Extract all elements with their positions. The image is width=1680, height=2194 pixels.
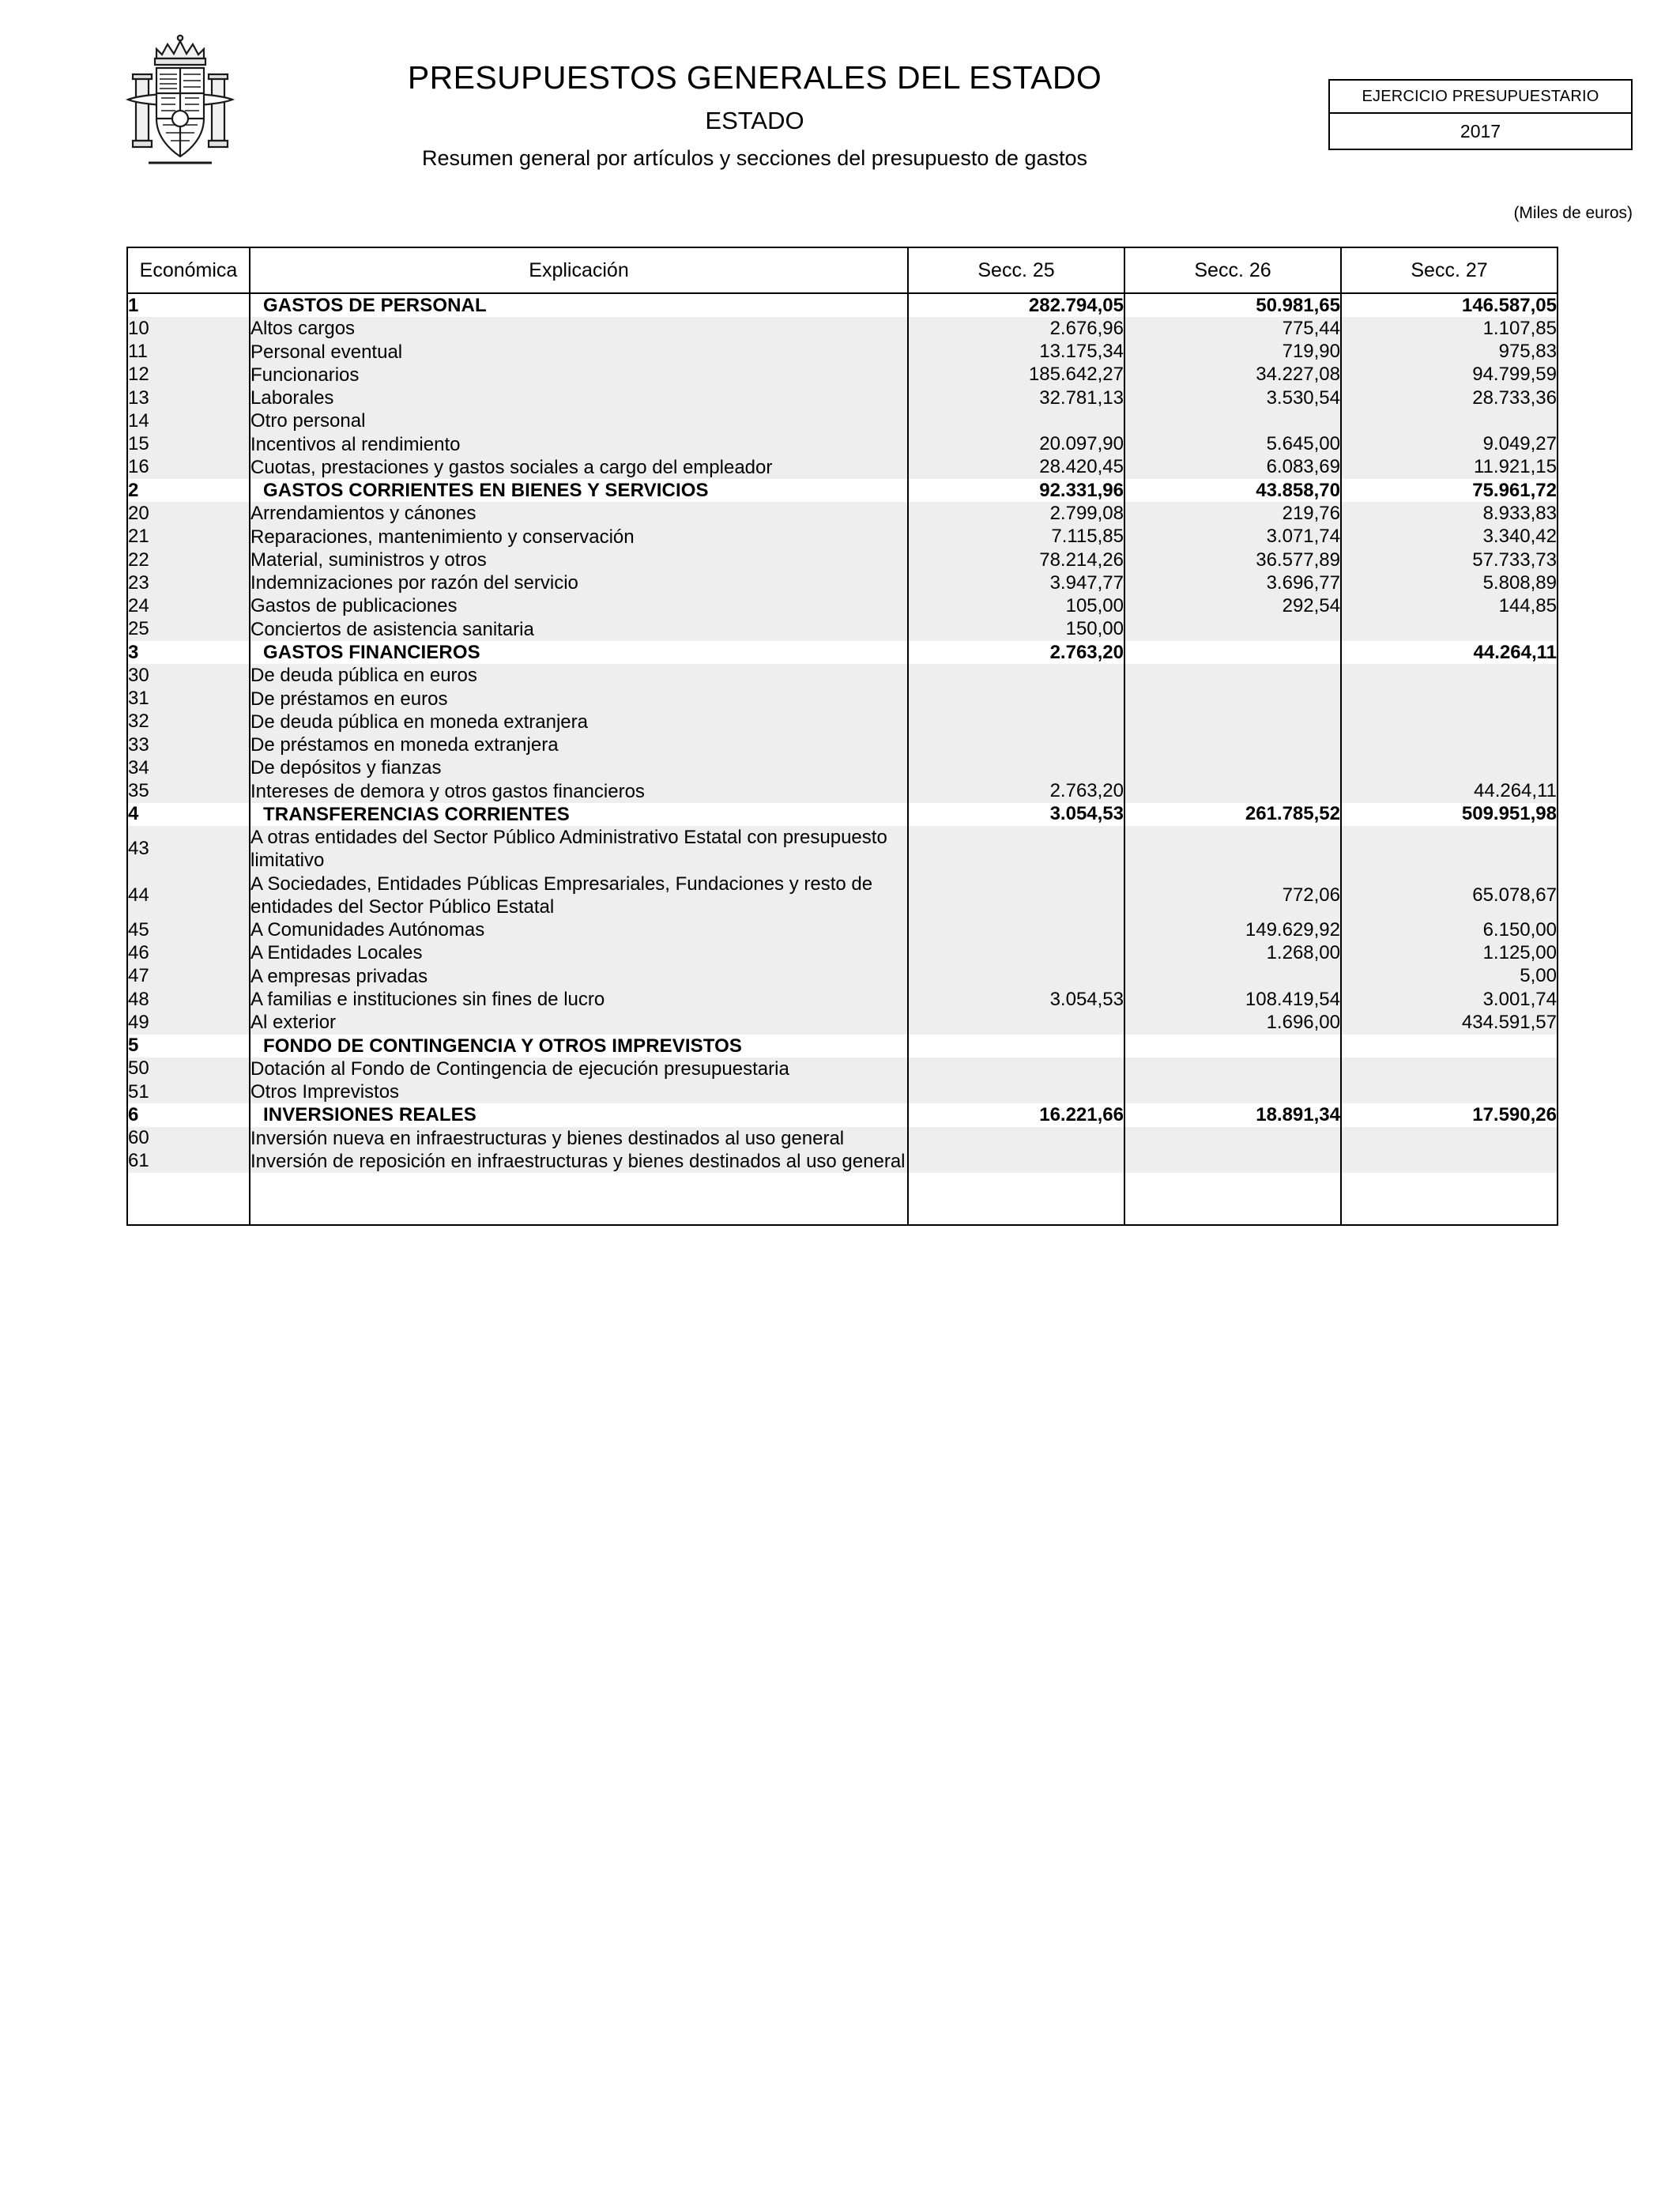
cell-explicacion: Funcionarios — [250, 364, 908, 386]
cell-secc26: 219,76 — [1124, 502, 1341, 525]
cell-explicacion: Dotación al Fondo de Contingencia de ejecución presupuestaria — [250, 1057, 908, 1080]
cell-explicacion: Laborales — [250, 386, 908, 409]
table-row-group — [127, 293, 1558, 317]
cell-secc25: 78.214,26 — [908, 548, 1124, 571]
cell-explicacion: Al exterior — [250, 1011, 908, 1034]
cell-secc25: 2.676,96 — [908, 317, 1124, 340]
cell-secc27: 28.733,36 — [1341, 386, 1558, 409]
cell-secc26: 36.577,89 — [1124, 548, 1341, 571]
column-header-explicacion: Explicación — [250, 247, 908, 293]
cell-secc25: 3.947,77 — [908, 571, 1124, 594]
cell-secc27: 11.921,15 — [1341, 456, 1558, 479]
cell-secc27 — [1341, 1173, 1558, 1225]
cell-secc26 — [1124, 756, 1341, 779]
cell-secc25 — [908, 965, 1124, 988]
table-row — [127, 502, 1558, 525]
cell-explicacion: Personal eventual — [250, 341, 908, 364]
cell-secc26: 719,90 — [1124, 341, 1341, 364]
cell-secc25: 20.097,90 — [908, 433, 1124, 456]
cell-explicacion: TRANSFERENCIAS CORRIENTES — [250, 803, 908, 826]
cell-secc27: 3.340,42 — [1341, 526, 1558, 548]
cell-secc27: 44.264,11 — [1341, 641, 1558, 664]
cell-explicacion: Incentivos al rendimiento — [250, 433, 908, 456]
cell-economica: 21 — [127, 526, 250, 548]
cell-secc25 — [908, 941, 1124, 964]
cell-secc26 — [1124, 1080, 1341, 1103]
cell-secc27 — [1341, 756, 1558, 779]
cell-economica: 14 — [127, 409, 250, 432]
cell-secc27 — [1341, 733, 1558, 756]
cell-economica: 15 — [127, 433, 250, 456]
cell-secc27: 5,00 — [1341, 965, 1558, 988]
cell-secc27: 75.961,72 — [1341, 479, 1558, 502]
cell-secc26 — [1124, 688, 1341, 711]
cell-secc27: 6.150,00 — [1341, 918, 1558, 941]
cell-secc27: 8.933,83 — [1341, 502, 1558, 525]
column-header-secc27: Secc. 27 — [1341, 247, 1558, 293]
table-row — [127, 711, 1558, 733]
title-main: PRESUPUESTOS GENERALES DEL ESTADO — [407, 59, 1102, 96]
cell-secc27: 509.951,98 — [1341, 803, 1558, 826]
table-row — [127, 1057, 1558, 1080]
cell-secc25: 2.763,20 — [908, 641, 1124, 664]
cell-secc27: 17.590,26 — [1341, 1103, 1558, 1126]
cell-explicacion: GASTOS FINANCIEROS — [250, 641, 908, 664]
cell-secc25 — [908, 1011, 1124, 1034]
cell-secc25: 32.781,13 — [908, 386, 1124, 409]
cell-explicacion: Otro personal — [250, 409, 908, 432]
cell-secc27: 44.264,11 — [1341, 780, 1558, 803]
budget-exercise-box — [1328, 79, 1633, 150]
cell-secc26 — [1124, 1035, 1341, 1057]
column-header-economica: Económica — [127, 247, 250, 293]
cell-secc27: 94.799,59 — [1341, 364, 1558, 386]
cell-secc25 — [908, 664, 1124, 687]
cell-economica: 49 — [127, 1011, 250, 1034]
cell-secc25 — [908, 711, 1124, 733]
cell-secc27 — [1341, 618, 1558, 641]
cell-economica: 10 — [127, 317, 250, 340]
cell-economica: 35 — [127, 780, 250, 803]
cell-economica: 23 — [127, 571, 250, 594]
table-row — [127, 548, 1558, 571]
table-row — [127, 756, 1558, 779]
cell-economica: 50 — [127, 1057, 250, 1080]
cell-secc26 — [1124, 826, 1341, 873]
cell-secc27 — [1341, 826, 1558, 873]
table-row — [127, 988, 1558, 1011]
table-row-group — [127, 641, 1558, 664]
table-row-group — [127, 479, 1558, 502]
cell-economica: 43 — [127, 826, 250, 873]
table-row — [127, 664, 1558, 687]
table-row — [127, 386, 1558, 409]
cell-secc26 — [1124, 409, 1341, 432]
cell-secc27: 9.049,27 — [1341, 433, 1558, 456]
cell-secc26 — [1124, 1150, 1341, 1173]
cell-explicacion — [250, 1173, 908, 1225]
cell-explicacion: De préstamos en euros — [250, 688, 908, 711]
cell-secc25: 3.054,53 — [908, 803, 1124, 826]
cell-secc25 — [908, 756, 1124, 779]
cell-explicacion: Inversión de reposición en infraestructuras y bienes destinados al uso general — [250, 1150, 908, 1173]
cell-secc25 — [908, 1127, 1124, 1150]
cell-economica: 60 — [127, 1127, 250, 1150]
cell-secc25 — [908, 1057, 1124, 1080]
cell-explicacion: A empresas privadas — [250, 965, 908, 988]
table-row — [127, 1127, 1558, 1150]
cell-secc26: 43.858,70 — [1124, 479, 1341, 502]
column-header-secc25: Secc. 25 — [908, 247, 1124, 293]
cell-secc27 — [1341, 711, 1558, 733]
cell-secc26: 108.419,54 — [1124, 988, 1341, 1011]
table-row — [127, 341, 1558, 364]
cell-secc26: 772,06 — [1124, 873, 1341, 919]
cell-secc27 — [1341, 409, 1558, 432]
page-title — [261, 59, 1249, 171]
cell-secc26 — [1124, 1173, 1341, 1225]
cell-economica: 20 — [127, 502, 250, 525]
cell-explicacion: FONDO DE CONTINGENCIA Y OTROS IMPREVISTOS — [250, 1035, 908, 1057]
cell-economica: 6 — [127, 1103, 250, 1126]
budget-table-body — [127, 293, 1558, 1225]
cell-secc25: 2.763,20 — [908, 780, 1124, 803]
exercise-label: EJERCICIO PRESUPUESTARIO — [1330, 81, 1631, 114]
table-row-group — [127, 1103, 1558, 1126]
cell-secc26: 3.530,54 — [1124, 386, 1341, 409]
cell-explicacion: A Comunidades Autónomas — [250, 918, 908, 941]
table-row — [127, 918, 1558, 941]
cell-explicacion: Reparaciones, mantenimiento y conservación — [250, 526, 908, 548]
cell-economica: 47 — [127, 965, 250, 988]
cell-secc25: 2.799,08 — [908, 502, 1124, 525]
cell-explicacion: INVERSIONES REALES — [250, 1103, 908, 1126]
cell-explicacion: Material, suministros y otros — [250, 548, 908, 571]
table-row-blank — [127, 1173, 1558, 1225]
table-row — [127, 618, 1558, 641]
table-row — [127, 733, 1558, 756]
cell-secc27: 65.078,67 — [1341, 873, 1558, 919]
cell-secc26 — [1124, 965, 1341, 988]
document-header — [0, 0, 1680, 222]
table-row — [127, 1011, 1558, 1034]
cell-explicacion: Cuotas, prestaciones y gastos sociales a cargo del empleador — [250, 456, 908, 479]
cell-explicacion: A Sociedades, Entidades Públicas Empresariales, Fundaciones y resto de entidades del Sector Público Estatal — [250, 873, 908, 919]
cell-economica: 16 — [127, 456, 250, 479]
table-row — [127, 965, 1558, 988]
cell-economica: 46 — [127, 941, 250, 964]
cell-explicacion: De depósitos y fianzas — [250, 756, 908, 779]
table-row — [127, 364, 1558, 386]
cell-economica: 32 — [127, 711, 250, 733]
table-row — [127, 941, 1558, 964]
cell-secc27: 146.587,05 — [1341, 293, 1558, 317]
cell-explicacion: GASTOS CORRIENTES EN BIENES Y SERVICIOS — [250, 479, 908, 502]
cell-secc26: 5.645,00 — [1124, 433, 1341, 456]
cell-economica: 44 — [127, 873, 250, 919]
cell-secc26 — [1124, 780, 1341, 803]
cell-secc25 — [908, 873, 1124, 919]
cell-explicacion: A otras entidades del Sector Público Administrativo Estatal con presupuesto limitativo — [250, 826, 908, 873]
cell-secc25 — [908, 1035, 1124, 1057]
cell-secc25: 28.420,45 — [908, 456, 1124, 479]
column-header-secc26: Secc. 26 — [1124, 247, 1341, 293]
spain-coat-of-arms-icon — [117, 30, 243, 176]
table-row — [127, 456, 1558, 479]
cell-secc25: 3.054,53 — [908, 988, 1124, 1011]
cell-secc27: 1.125,00 — [1341, 941, 1558, 964]
cell-explicacion: Conciertos de asistencia sanitaria — [250, 618, 908, 641]
cell-explicacion: Altos cargos — [250, 317, 908, 340]
cell-secc26: 3.696,77 — [1124, 571, 1341, 594]
cell-explicacion: Arrendamientos y cánones — [250, 502, 908, 525]
cell-secc26: 149.629,92 — [1124, 918, 1341, 941]
cell-economica: 34 — [127, 756, 250, 779]
cell-secc27: 434.591,57 — [1341, 1011, 1558, 1034]
cell-secc26 — [1124, 1057, 1341, 1080]
cell-explicacion: A Entidades Locales — [250, 941, 908, 964]
cell-explicacion: GASTOS DE PERSONAL — [250, 293, 908, 317]
cell-secc26: 50.981,65 — [1124, 293, 1341, 317]
table-row-group — [127, 1035, 1558, 1057]
cell-secc27 — [1341, 1150, 1558, 1173]
cell-secc25: 150,00 — [908, 618, 1124, 641]
table-header-row — [127, 247, 1558, 293]
cell-explicacion: Indemnizaciones por razón del servicio — [250, 571, 908, 594]
cell-economica: 33 — [127, 733, 250, 756]
cell-explicacion: Gastos de publicaciones — [250, 594, 908, 617]
cell-secc26: 6.083,69 — [1124, 456, 1341, 479]
cell-secc27 — [1341, 1127, 1558, 1150]
cell-economica: 4 — [127, 803, 250, 826]
table-row — [127, 1150, 1558, 1173]
title-description: Resumen general por artículos y secciones del presupuesto de gastos — [422, 146, 1087, 170]
table-row — [127, 780, 1558, 803]
cell-secc26: 292,54 — [1124, 594, 1341, 617]
cell-explicacion: De deuda pública en moneda extranjera — [250, 711, 908, 733]
cell-secc27: 3.001,74 — [1341, 988, 1558, 1011]
cell-explicacion: Inversión nueva en infraestructuras y bienes destinados al uso general — [250, 1127, 908, 1150]
table-row — [127, 409, 1558, 432]
table-row — [127, 594, 1558, 617]
budget-table-container — [126, 247, 1558, 1226]
cell-economica: 1 — [127, 293, 250, 317]
table-row — [127, 826, 1558, 873]
cell-economica — [127, 1173, 250, 1225]
cell-secc25 — [908, 733, 1124, 756]
cell-secc27: 144,85 — [1341, 594, 1558, 617]
cell-economica: 3 — [127, 641, 250, 664]
cell-secc26 — [1124, 711, 1341, 733]
exercise-year: 2017 — [1460, 121, 1501, 141]
cell-secc25: 185.642,27 — [908, 364, 1124, 386]
cell-economica: 24 — [127, 594, 250, 617]
cell-secc26: 34.227,08 — [1124, 364, 1341, 386]
cell-secc25 — [908, 1150, 1124, 1173]
cell-secc25 — [908, 918, 1124, 941]
cell-secc25 — [908, 1080, 1124, 1103]
cell-explicacion: Intereses de demora y otros gastos financieros — [250, 780, 908, 803]
cell-economica: 31 — [127, 688, 250, 711]
cell-secc27 — [1341, 1057, 1558, 1080]
cell-secc26: 775,44 — [1124, 317, 1341, 340]
cell-economica: 2 — [127, 479, 250, 502]
cell-economica: 25 — [127, 618, 250, 641]
cell-secc26 — [1124, 1127, 1341, 1150]
cell-secc27 — [1341, 664, 1558, 687]
cell-secc26: 1.268,00 — [1124, 941, 1341, 964]
cell-secc26: 18.891,34 — [1124, 1103, 1341, 1126]
cell-explicacion: De préstamos en moneda extranjera — [250, 733, 908, 756]
cell-secc26: 1.696,00 — [1124, 1011, 1341, 1034]
cell-secc25: 92.331,96 — [908, 479, 1124, 502]
cell-economica: 5 — [127, 1035, 250, 1057]
cell-explicacion: De deuda pública en euros — [250, 664, 908, 687]
cell-secc27 — [1341, 1080, 1558, 1103]
cell-secc27: 5.808,89 — [1341, 571, 1558, 594]
cell-secc25: 282.794,05 — [908, 293, 1124, 317]
cell-economica: 30 — [127, 664, 250, 687]
table-row — [127, 688, 1558, 711]
cell-economica: 61 — [127, 1150, 250, 1173]
table-row — [127, 526, 1558, 548]
cell-economica: 45 — [127, 918, 250, 941]
cell-economica: 51 — [127, 1080, 250, 1103]
cell-secc26 — [1124, 641, 1341, 664]
cell-secc25: 13.175,34 — [908, 341, 1124, 364]
cell-secc26: 3.071,74 — [1124, 526, 1341, 548]
units-note: (Miles de euros) — [1513, 204, 1633, 222]
cell-secc25: 7.115,85 — [908, 526, 1124, 548]
table-row — [127, 1080, 1558, 1103]
cell-economica: 13 — [127, 386, 250, 409]
budget-table — [126, 247, 1558, 1226]
cell-economica: 11 — [127, 341, 250, 364]
cell-secc27: 57.733,73 — [1341, 548, 1558, 571]
cell-economica: 22 — [127, 548, 250, 571]
table-row — [127, 873, 1558, 919]
table-row — [127, 433, 1558, 456]
cell-secc27: 975,83 — [1341, 341, 1558, 364]
cell-secc26: 261.785,52 — [1124, 803, 1341, 826]
cell-secc26 — [1124, 664, 1341, 687]
title-sub: ESTADO — [705, 107, 804, 134]
cell-secc26 — [1124, 618, 1341, 641]
cell-secc27 — [1341, 688, 1558, 711]
table-row — [127, 571, 1558, 594]
cell-explicacion: A familias e instituciones sin fines de lucro — [250, 988, 908, 1011]
cell-secc26 — [1124, 733, 1341, 756]
cell-secc25: 105,00 — [908, 594, 1124, 617]
cell-secc25 — [908, 826, 1124, 873]
table-row-group — [127, 803, 1558, 826]
cell-secc25 — [908, 688, 1124, 711]
cell-secc27: 1.107,85 — [1341, 317, 1558, 340]
cell-secc25: 16.221,66 — [908, 1103, 1124, 1126]
cell-secc25 — [908, 409, 1124, 432]
cell-economica: 12 — [127, 364, 250, 386]
cell-secc27 — [1341, 1035, 1558, 1057]
cell-explicacion: Otros Imprevistos — [250, 1080, 908, 1103]
cell-economica: 48 — [127, 988, 250, 1011]
cell-secc25 — [908, 1173, 1124, 1225]
table-row — [127, 317, 1558, 340]
